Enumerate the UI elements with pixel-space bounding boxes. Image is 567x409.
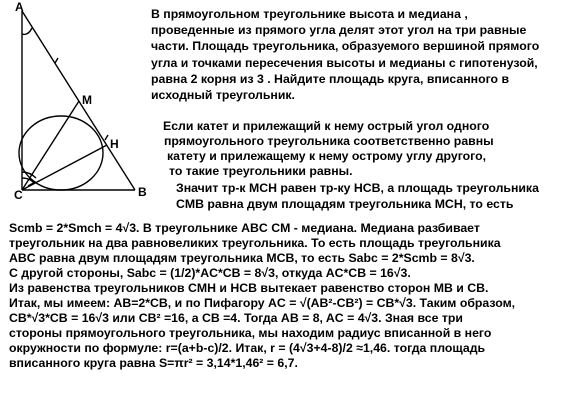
solution-line: С другой стороны, Sabc = (1/2)*AC*CB = 8√3, откуда AC*CB = 16√3. bbox=[9, 266, 411, 280]
theorem-line: прямоугольного треугольника соответственно равны bbox=[164, 134, 494, 148]
solution-line: Итак, мы имеем: AB=2*CB, и по Пифагору AC = √(AB²-CB²) = CB*√3. Таким образом, bbox=[9, 296, 516, 310]
solution-line: стороны прямоугольного треугольника, мы находим радиус вписанной в него bbox=[9, 326, 492, 340]
solution-line: Из равенства треугольников CMH и HCB вытекает равенство сторон MB и CB. bbox=[9, 281, 489, 295]
vertex-label-a: A bbox=[15, 0, 24, 14]
vertex-label-b: B bbox=[138, 185, 147, 199]
theorem-line: Если катет и прилежащий к нему острый угол одного bbox=[163, 119, 490, 133]
problem-line: равна 2 корня из 3 . Найдите площадь круга, вписанного в bbox=[151, 71, 510, 86]
problem-line: В прямоугольном треугольнике высота и медиана , bbox=[151, 7, 468, 21]
vertex-label-m: M bbox=[82, 93, 92, 107]
median-cm bbox=[22, 101, 79, 190]
problem-line: проведенные из прямого угла делят этот угол на три равные bbox=[151, 23, 527, 38]
solution-line: треугольник на два равновеликих треугольника. То есть площадь треугольника bbox=[9, 236, 501, 250]
solution-line: CMB равна двум площадям треугольника MCH, то есть bbox=[176, 197, 514, 211]
problem-line: части. Площадь треугольника, образуемого вершиной прямого bbox=[151, 39, 540, 54]
tick-mark-am bbox=[55, 58, 58, 63]
solution-line: ABC равна двум площадям треугольника MCB, то есть Sabc = 2*Scmb = 8√3. bbox=[9, 251, 475, 265]
solution-line: Значит тр-к MCH равен тр-ку HCB, а площадь треугольника bbox=[176, 181, 539, 195]
theorem-block bbox=[163, 119, 494, 179]
triangle-sides bbox=[19, 11, 135, 190]
vertex-label-c: C bbox=[14, 188, 23, 200]
tick-mark-mb bbox=[105, 135, 108, 140]
angle-arc-a bbox=[22, 28, 32, 34]
problem-statement bbox=[151, 6, 539, 103]
problem-line: угла и точками пересечения высоты и медианы с гипотенузой, bbox=[151, 55, 538, 70]
solution-line: вписанного круга равна S=πr² = 3,14*1,46² = 6,7. bbox=[9, 356, 298, 370]
solution-line: окружности по формуле: r=(a+b-c)/2. Итак, r = (4√3+4-8)/2 ≈1,46. тогда площадь bbox=[9, 341, 486, 355]
solution-line: Scmb = 2*Smch = 4√3. В треугольнике ABC CM - медиана. Медиана разбивает bbox=[9, 221, 480, 235]
theorem-line: то такие треугольники равны. bbox=[169, 164, 353, 178]
height-ch bbox=[22, 145, 107, 190]
theorem-line: катету и прилежащему к нему острому углу другого, bbox=[167, 149, 487, 163]
triangle-figure bbox=[0, 0, 150, 200]
vertex-label-h: H bbox=[110, 137, 119, 151]
problem-line: исходный треугольник. bbox=[151, 88, 295, 103]
solution-line: CB*√3*CB = 16√3 или CB² =16, а CB =4. Тогда AB = 8, AC = 4√3. Зная все три bbox=[9, 311, 463, 325]
